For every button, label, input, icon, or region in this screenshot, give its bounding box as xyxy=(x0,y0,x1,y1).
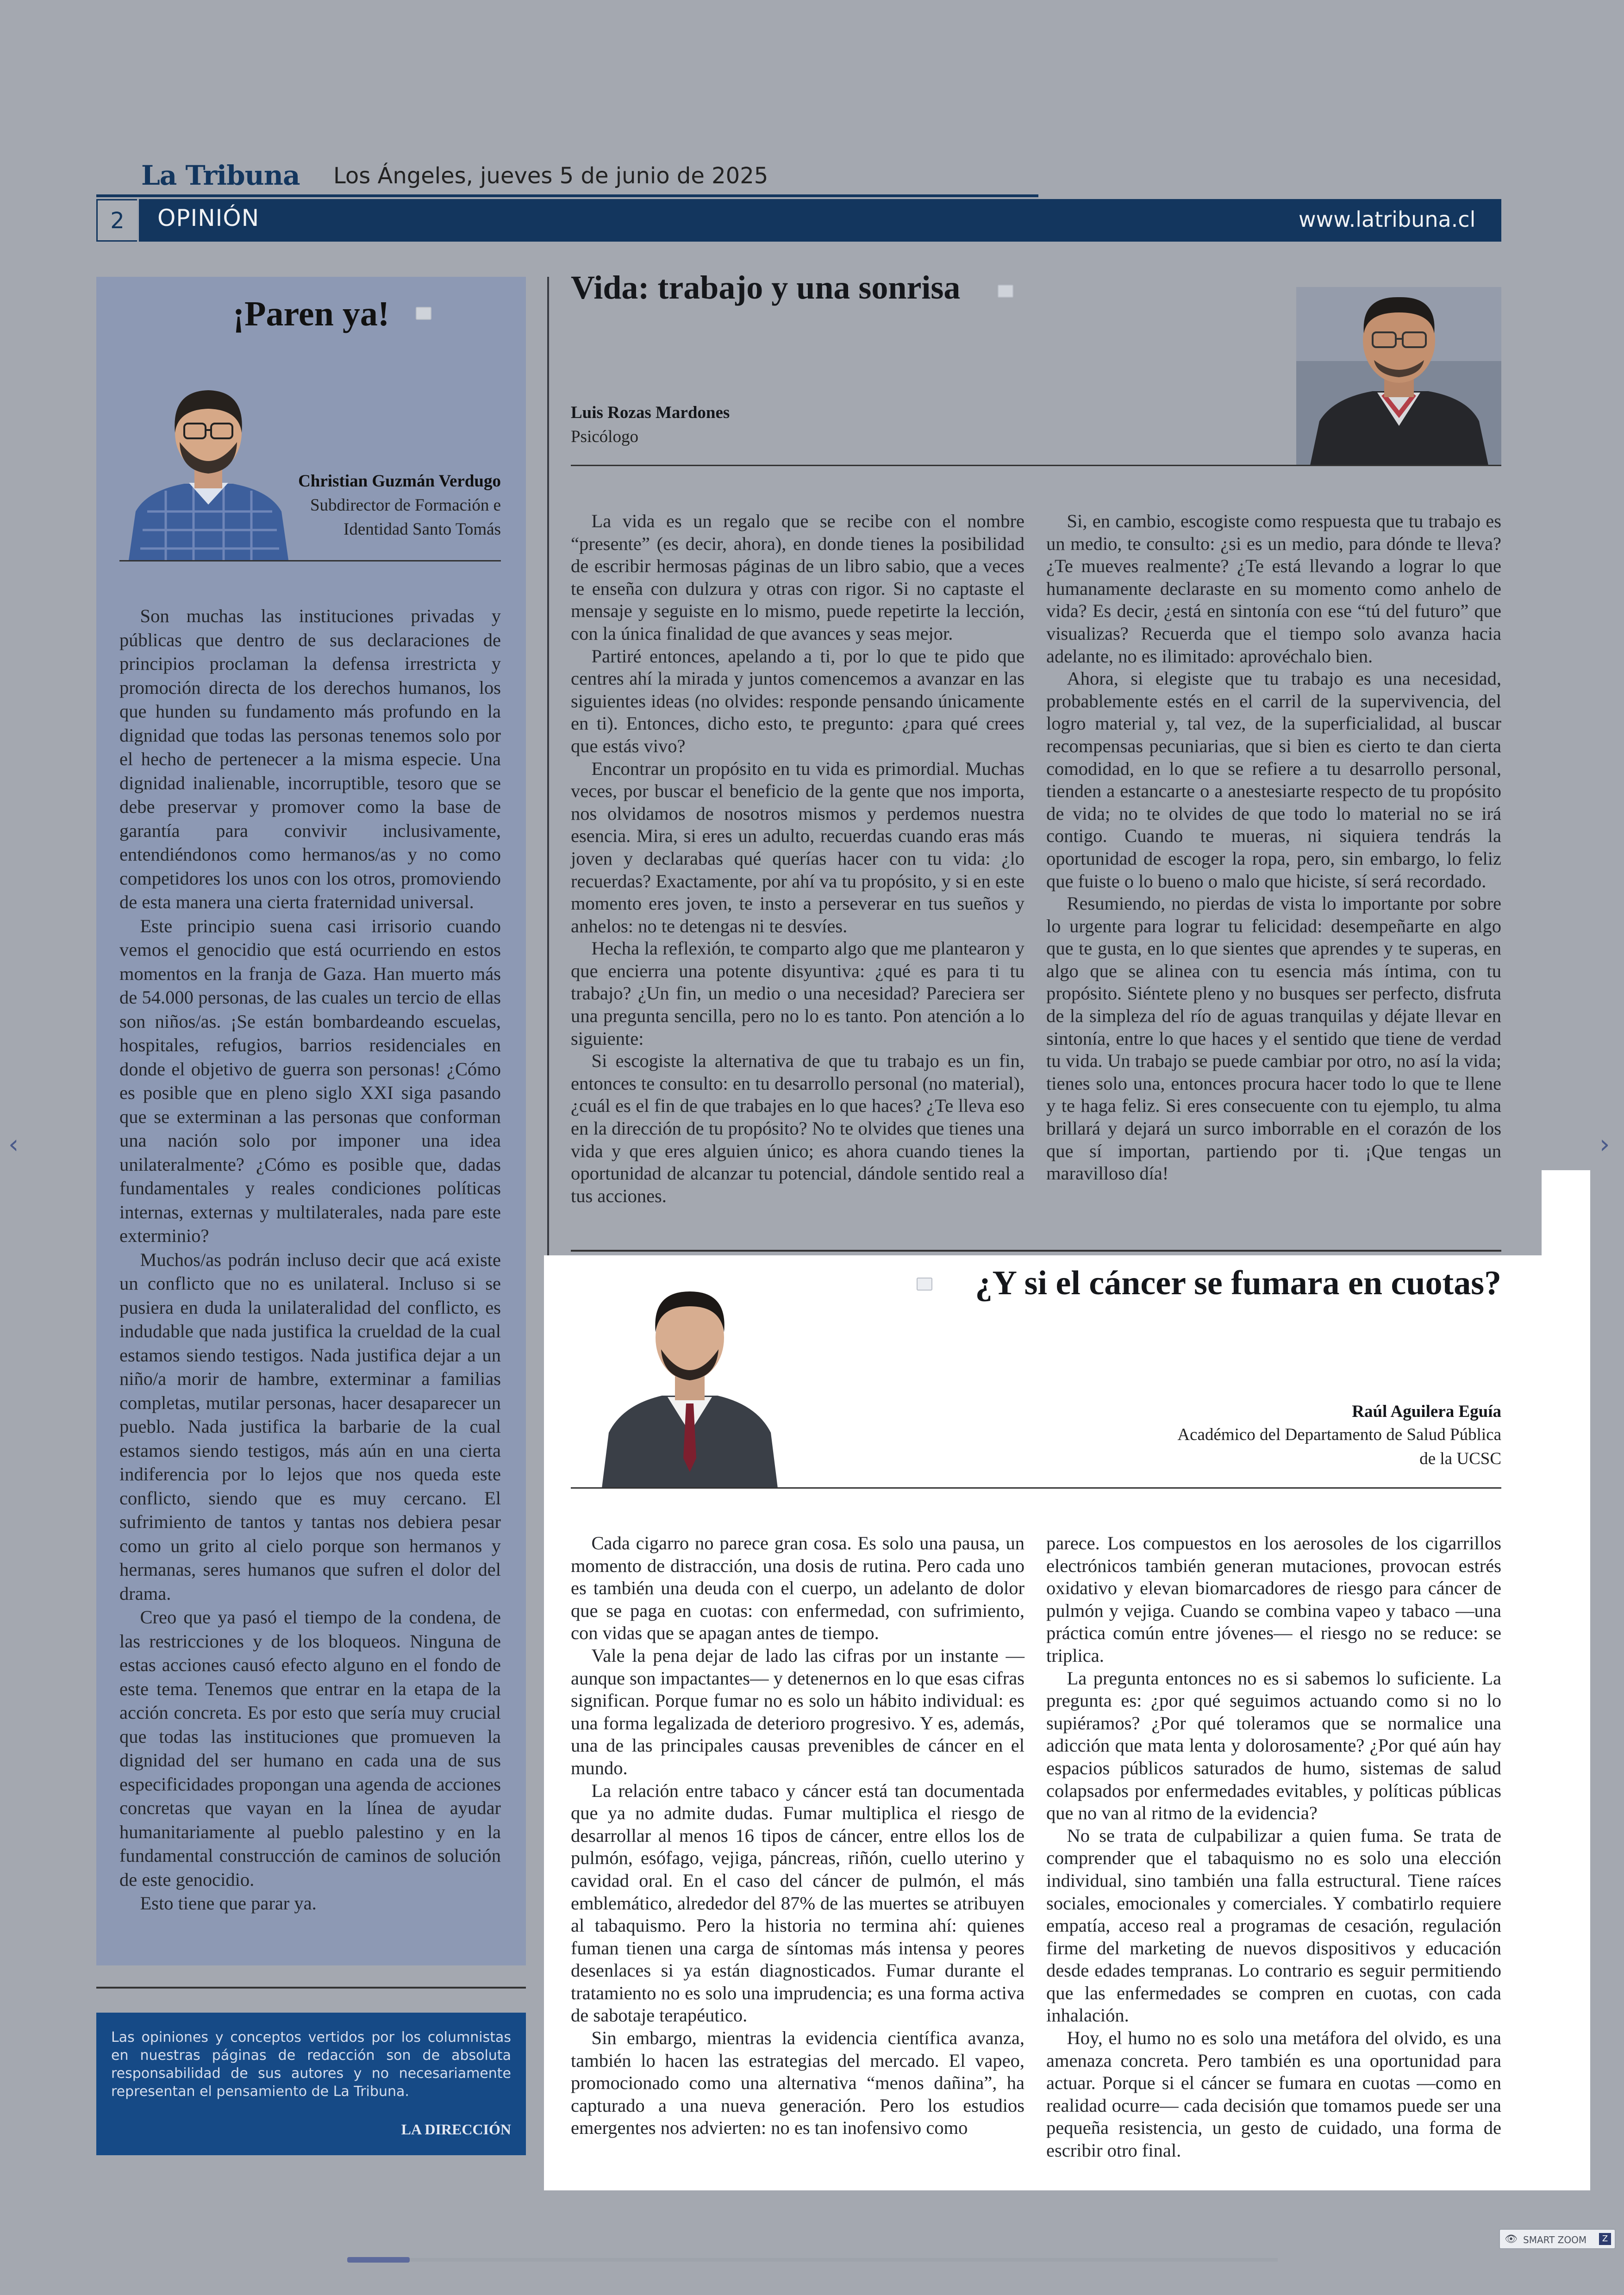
article-column xyxy=(571,510,1024,1207)
paragraph: Hoy, el humo no es solo una metáfora del olvido, es una amenaza concreta. Pero también es una oportunidad para actuar. Porque si el cáncer se fumara en cuotas —como en realidad ocurre— cada decisión que tomamos puede ser una pequeña resistencia, un gesto de cuidado, una forma de escribir otro final. xyxy=(1046,2027,1501,2161)
paragraph: Hecha la reflexión, te comparto algo que me plantearon y que encierra una potente disyuntiva: ¿qué es para ti tu trabajo? ¿Un fin, un medio o una necesidad? Pareciera ser una pregunta sencilla, pero no lo es tanto. Pon atención a lo siguiente: xyxy=(571,938,1024,1049)
article-author-name: Luis Rozas Mardones xyxy=(571,403,730,422)
highlighted-article-panel-tab xyxy=(1542,1170,1590,1263)
editorial-author-institution: Identidad Santo Tomás xyxy=(344,520,501,539)
paragraph: Cada cigarro no parece gran cosa. Es solo una pausa, un momento de distracción, una dosis de rutina. Pero cada uno es también una deuda con el cuerpo, un adelanto de dolor que se paga en cuotas: con enfermedad, con sufrimiento, con vidas que se apagan antes de tiempo. xyxy=(571,1533,1024,1644)
disclaimer-signature: LA DIRECCIÓN xyxy=(401,2121,511,2138)
article-author-institution: de la UCSC xyxy=(1419,1449,1501,1468)
paragraph: Si, en cambio, escogiste como respuesta que tu trabajo es un medio, te consulto: ¿si es un medio, para dónde te lleva? ¿Te mueves realmente? ¿Te está llevando a lograr lo que humanamente declaraste en su momento como anhelo de vida? Es decir, ¿está en sintonía con ese “tú del futuro” que visualizas? Recuerda que el tiempo solo avanza hacia adelante, no es ilimitado: aprovéchalo bien. xyxy=(1046,511,1501,667)
paragraph: Encontrar un propósito en tu vida es primordial. Muchas veces, por buscar el beneficio de la gente que nos importa, nos olvidamos de nosotros mismos y perdemos nuestra esencia. Mira, si eres un adulto, recuerdas cuando eras más joven y declarabas qué querías hacer con tu vida: ¿lo recuerdas? Exactamente, por ahí va tu propósito, y si en este momento eres joven, te insto a perseverar en tus sueños y anhelos: no te detengas ni te desvíes. xyxy=(571,758,1024,936)
note-icon[interactable] xyxy=(917,1278,932,1291)
paragraph: La pregunta entonces no es si sabemos lo suficiente. La pregunta es: ¿por qué seguimos actuando como si no lo supiéramos? ¿Por qué toleramos que se normalice una adicción que mata lenta y dolorosamente? ¿Por qué aún hay espacios públicos saturados de humo, sistemas de salud colapsados por enfermedades evitables, y políticas públicas que no van al ritmo de la evidencia? xyxy=(1046,1667,1501,1824)
editorial-body xyxy=(119,604,501,1915)
site-url: www.latribuna.cl xyxy=(1299,207,1476,232)
smart-zoom-label: SMART ZOOM xyxy=(1523,2234,1587,2245)
smart-zoom-key: Z xyxy=(1599,2233,1611,2245)
paragraph: Resumiendo, no pierdas de vista lo importante por sobre lo urgente para lograr tu felicidad: desempeñarte en algo que te gusta, en lo que sientes que aprendes y te superas, en algo que se alinea con tu esencia más íntima, con tu propósito. Siéntete pleno y no busques ser perfecto, disfruta de la simpleza del río de aguas tranquilas y déjate llevar en sintonía, entre lo que haces y el sentido que tiene de verdad tu vida. Un trabajo se puede cambiar por otro, no así la vida; tienes solo una, entonces procura hacer todo lo que te llene y te haga feliz. Si eres consecuente con tu ejemplo, tu alma brillará y dejará un surco imborrable en el corazón de los que sí importan, partiendo por ti. ¡Que tengas un maravilloso día! xyxy=(1046,893,1501,1184)
article-author-role: Psicólogo xyxy=(571,427,638,446)
section-name: OPINIÓN xyxy=(157,205,260,231)
smart-zoom-button[interactable] xyxy=(1499,2229,1616,2249)
paragraph: Esto tiene que parar ya. xyxy=(140,1893,317,1914)
disclaimer-text: Las opiniones y conceptos vertidos por los columnistas en nuestras páginas de redacción son de absoluta responsabilidad de sus autores y no necesariamente representan el pensamiento de La Tribuna. xyxy=(111,2029,511,2100)
note-icon[interactable] xyxy=(416,307,431,320)
author-divider xyxy=(119,560,501,561)
article-column xyxy=(571,1532,1024,2139)
paragraph: Son muchas las instituciones privadas y públicas que dentro de sus declaraciones de principios proclaman la defensa irrestricta y promoción directa de los derechos humanos, los que hunden su fundamento más profundo en la dignidad que todas las personas tenemos solo por el hecho de pertenecer a la misma especie. Una dignidad inalienable, incorruptible, tesoro que se debe preservar y promover como la base de garantía para convivir inclusivamente, entendiéndonos como hermanos/as y no como competidores los unos con los otros, promoviendo de esta manera una cierta fraternidad universal. xyxy=(119,605,501,912)
header-rule xyxy=(96,194,1038,197)
article-column xyxy=(1046,510,1501,1185)
paragraph: Creo que ya pasó el tiempo de la condena, de las restricciones y de los bloqueos. Ninguna de estas acciones causó efecto alguno en el fondo de este tema. Tenemos que entrar en la etapa de la acción concreta. Es por esto que sería muy crucial que todas las instituciones que promueven la dignidad del ser humano en cada una de sus especificidades propongan una agenda de acciones concretas que vayan en la línea de ayudar humanitariamente al pueblo palestino y en la fundamental construcción de caminos de solución de este genocidio. xyxy=(119,1607,501,1890)
column-divider xyxy=(96,1987,526,1989)
page-scrollbar-track[interactable] xyxy=(347,2258,1278,2262)
editorial-author-role: Subdirector de Formación e xyxy=(310,496,501,515)
edition-date: Los Ángeles, jueves 5 de junio de 2025 xyxy=(333,163,768,189)
editorial-author-name: Christian Guzmán Verdugo xyxy=(298,472,501,491)
chevron-left-icon: ‹ xyxy=(8,1129,19,1160)
page-number: 2 xyxy=(96,199,137,242)
paragraph: Si escogiste la alternativa de que tu trabajo es un fin, entonces te consulto: en tu desarrollo personal (no material), ¿cuál es el fin de que trabajes en lo que haces? ¿Te lleva eso en la dirección de tu propósito? No te olvides que tienes una vida y que eres alguien único; es ahora cuando tienes la oportunidad de alcanzar tu potencial, dándole sentido real a tus acciones. xyxy=(571,1050,1024,1206)
paragraph: Partiré entonces, apelando a ti, por lo que te pido que centres ahí la mirada y juntos comencemos a avanzar en las siguientes ideas (no olvides: responde pensando únicamente en ti). Entonces, dicho esto, te pregunto: ¿para qué crees que estás vivo? xyxy=(571,645,1024,756)
article-author-photo xyxy=(1296,287,1501,465)
page-scrollbar-thumb[interactable] xyxy=(347,2257,410,2263)
newspaper-logo: La Tribuna xyxy=(141,160,300,191)
paragraph: Muchos/as podrán incluso decir que acá existe un conflicto que no es unilateral. Incluso si se pusiera en duda la unilateralidad del conflicto, es indudable que nada justifica la crueldad de la cual estamos siendo testigos. Nada justifica dejar a un niño/a morir de hambre, exterminar a familias completas, mutilar personas, hacer desaparecer un pueblo. Nada justifica la barbarie de la cual estamos siendo testigos, más aún en una cierta indiferencia por lo lejos que nos queda este conflicto, siendo que es muy cercano. El sufrimiento de tantos y tantas nos debiera pesar como un grito al cielo porque son hermanos y hermanas, seres humanos que sufren el dolor del drama. xyxy=(119,1249,501,1604)
author-divider xyxy=(571,1487,1501,1489)
paragraph: La relación entre tabaco y cáncer está tan documentada que ya no admite dudas. Fumar multiplica el riesgo de desarrollar al menos 16 tipos de cáncer, entre ellos los de pulmón, esófago, vejiga, páncreas, riñón, cuello uterino y cavidad oral. En el caso del cáncer de pulmón, el más emblemático, alrededor del 87% de las muertes se atribuyen al tabaquismo. Pero la historia no termina ahí: quienes fuman tienen una carga de síntomas más intensa y peores desenlaces si ya están diagnosticados. Fumar durante el tratamiento no es solo una imprudencia; es una forma activa de sabotaje terapéutico. xyxy=(571,1780,1024,2026)
chevron-right-icon: › xyxy=(1599,1129,1610,1160)
article-author-role: Académico del Departamento de Salud Pública xyxy=(1177,1425,1501,1444)
article-column xyxy=(1046,1532,1501,2162)
paragraph: La vida es un regalo que se recibe con el nombre “presente” (es decir, ahora), en donde tienes la posibilidad de escribir hermosas páginas de un libro sabio, que a veces te enseña con dulzura y otras con rigor. Si no captaste el mensaje y seguiste en lo mismo, puede repetirte la lección, con la única finalidad de que avances y seas mejor. xyxy=(571,511,1024,644)
editorial-title: ¡Paren ya! xyxy=(232,294,390,333)
article-title: ¿Y si el cáncer se fumara en cuotas? xyxy=(975,1264,1501,1302)
article-title: Vida: trabajo y una sonrisa xyxy=(571,269,961,306)
next-page-button[interactable] xyxy=(1599,1129,1618,1162)
paragraph: Ahora, si elegiste que tu trabajo es una necesidad, probablemente estés en el carril de la supervivencia, del logro material y, tal vez, de la superficialidad, al buscar recompensas pecuniarias, que si bien es cierto te dan cierta comodidad, en lo que se refiere a tu desarrollo personal, tienden a estancarte o a anestesiarte respecto de tu propósito de vida; no te olvides de que todo lo material no se irá contigo. Cuando te mueras, ni siquiera tendrás la oportunidad de escoger la ropa, pero, sin embargo, lo feliz que fuiste o lo bueno o malo que hiciste, sí será recordado. xyxy=(1046,668,1501,892)
author-divider xyxy=(571,465,1501,466)
article-divider xyxy=(571,1250,1501,1252)
article-author-name: Raúl Aguilera Eguía xyxy=(1352,1402,1501,1421)
paragraph: parece. Los compuestos en los aerosoles de los cigarrillos electrónicos también generan mutaciones, provocan estrés oxidativo y elevan biomarcadores de riesgo para cáncer de pulmón y vejiga. Cuando se combina vapeo y tabaco —una práctica común entre jóvenes— el riesgo no se reduce: se triplica. xyxy=(1046,1533,1501,1666)
section-bar xyxy=(139,199,1501,242)
note-icon[interactable] xyxy=(998,285,1013,298)
previous-page-button[interactable] xyxy=(8,1129,27,1162)
paragraph: Este principio suena casi irrisorio cuando vemos el genocidio que está ocurriendo en estos momentos en la franja de Gaza. Han muerto más de 54.000 personas, de las cuales un tercio de ellas son niños/as. ¡Se están bombardeando escuelas, hospitales, refugios, barrios residenciales en donde el objetivo de guerra son personas! ¿Cómo es posible que en pleno siglo XXI siga pasando que se exterminan a las personas que conforman una nación solo por imponer una idea unilateralmente? ¿Cómo es posible que, dadas fundamentales y reales condiciones políticas internas, externas y multilaterales, nada pare este exterminio? xyxy=(119,915,501,1246)
eye-icon: 👁 xyxy=(1505,2233,1518,2245)
paragraph: Sin embargo, mientras la evidencia científica avanza, también lo hacen las estrategias del mercado. El vapeo, promocionado como una alternativa “menos dañina”, ha capturado a una nueva generación. Pero los estudios emergentes nos advierten: no es tan inofensivo como xyxy=(571,2027,1024,2139)
paragraph: Vale la pena dejar de lado las cifras por un instante —aunque son impactantes— y detenernos en lo que esas cifras significan. Porque fumar no es solo un hábito individual: es una forma legalizada de deterioro progresivo. Y es, además, una de las principales causas prevenibles de cáncer en el mundo. xyxy=(571,1645,1024,1778)
paragraph: No se trata de culpabilizar a quien fuma. Se trata de comprender que el tabaquismo no es solo una elección individual, sino también una falla estructural. Tiene raíces sociales, emocionales y comerciales. Y combatirlo requiere empatía, acceso real a programas de cesación, regulación firme del marketing de nuevos dispositivos y educación desde edades tempranas. Lo contrario es seguir permitiendo que las enfermedades se compren en cuotas, con cada inhalación. xyxy=(1046,1825,1501,2026)
